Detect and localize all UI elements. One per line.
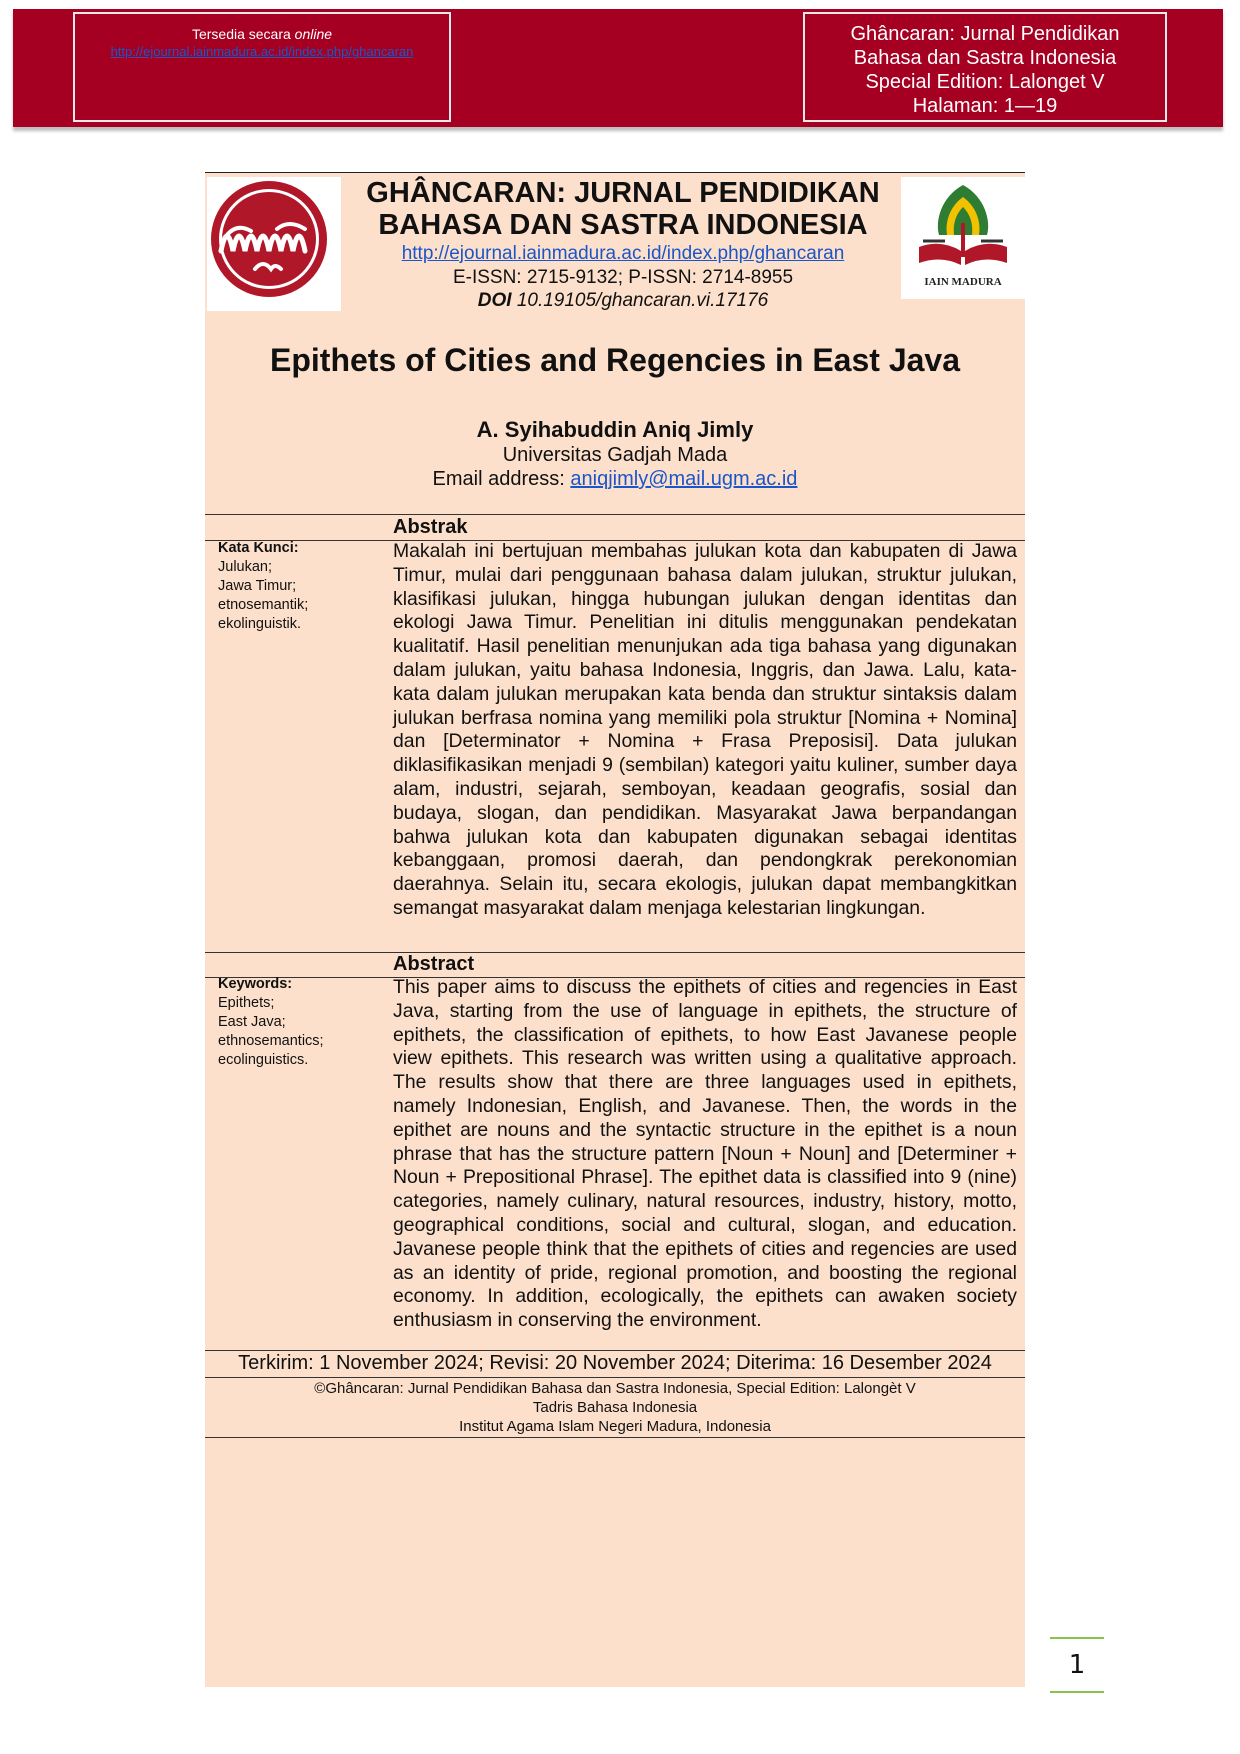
journal-name-line2: BAHASA DAN SASTRA INDONESIA (378, 209, 868, 241)
divider (205, 1377, 1025, 1378)
keyword-item: Julukan; (218, 559, 273, 575)
issn-text: E-ISSN: 2715-9132; P-ISSN: 2714-8955 (452, 267, 794, 288)
article-title: Epithets of Cities and Regencies in East Java (270, 342, 960, 378)
keywords-list (218, 975, 368, 1070)
keyword-item: Epithets; (218, 995, 275, 1011)
page-number: 1 (1050, 1637, 1104, 1693)
journal-name-line1: GHÂNCARAN: JURNAL PENDIDIKAN (366, 177, 880, 209)
email-link[interactable]: aniqjimly@mail.ugm.ac.id (570, 468, 798, 490)
iain-madura-logo-text: IAIN MADURA (924, 276, 1002, 288)
keyword-item: ethnosemantics; (218, 1033, 324, 1049)
department-line: Tadris Bahasa Indonesia (532, 1399, 698, 1416)
doi-text: DOI 10.19105/ghancaran.vi.17176 (477, 290, 769, 311)
availability-text: Tersedia secara online (191, 26, 333, 42)
divider (205, 952, 1025, 953)
abstrak-heading: Abstrak (393, 516, 468, 538)
divider (205, 514, 1025, 515)
keyword-item: ekolinguistik. (218, 616, 302, 632)
journal-info-box (803, 12, 1167, 122)
journal-info-line: Halaman: 1—19 (912, 95, 1058, 117)
author-email: Email address: aniqjimly@mail.ugm.ac.id (432, 468, 798, 490)
journal-info-line: Bahasa dan Sastra Indonesia (853, 47, 1117, 69)
iain-madura-logo (901, 177, 1025, 299)
author-name: A. Syihabuddin Aniq Jimly (476, 417, 754, 442)
abstract-heading: Abstract (393, 953, 475, 975)
submission-dates: Terkirim: 1 November 2024; Revisi: 20 November 2024; Diterima: 16 Desember 2024 (238, 1352, 992, 1374)
kata-kunci-heading: Kata Kunci: (218, 540, 299, 556)
keyword-item: etnosemantik; (218, 597, 309, 613)
journal-url-link[interactable]: http://ejournal.iainmadura.ac.id/index.php/ghancaran (401, 243, 845, 264)
abstrak-text: Makalah ini bertujuan membahas julukan kota dan kabupaten di Jawa Timur, mulai dari penggunaan bahasa dalam julukan, struktur julukan, klasifikasi julukan, hingga hubungan julukan dengan identitas dan ekologi Jawa Timur. Penelitian ini ditulis menggunakan pendekatan kualitatif. Hasil penelitian menunjukan ada tiga bahasa yang digunakan dalam julukan, yaitu bahasa Indonesia, Inggris, dan Jawa. Lalu, kata-kata dalam julukan merupakan kata benda dan struktur sintaksis dalam julukan berfrasa nomina yang memiliki pola struktur [Nomina + Nomina] dan [Determinator + Nomina + Frasa Preposisi]. Data julukan diklasifikasikan menjadi 9 (sembilan) kategori yaitu kuliner, sumber daya alam, industri, sejarah, semboyan, keadaan geografis, sosial dan budaya, slogan, dan pendidikan. Masyarakat Jawa berpandangan bahwa julukan kota dan kabupaten digunakan sebagai identitas kebanggaan, promosi daerah, dan pendongkrak perekonomian daerahnya. Selain itu, secara ekologis, julukan dapat membangkitkan semangat masyarakat dalam menjaga kelestarian lingkungan. (393, 540, 1017, 919)
divider (205, 1350, 1025, 1351)
top-banner (13, 9, 1223, 127)
availability-box (73, 12, 451, 122)
journal-info-line: Special Edition: Lalonget V (865, 71, 1105, 93)
divider (205, 1437, 1025, 1438)
journal-header (205, 172, 1025, 314)
keyword-item: ecolinguistics. (218, 1052, 309, 1068)
ghancaran-logo (207, 177, 341, 311)
institution-line: Institut Agama Islam Negeri Madura, Indonesia (459, 1418, 771, 1435)
author-affiliation: Universitas Gadjah Mada (502, 444, 728, 466)
keywords-heading: Keywords: (218, 976, 293, 992)
copyright-line: ©Ghâncaran: Jurnal Pendidikan Bahasa dan Sastra Indonesia, Special Edition: Lalongèt V (314, 1380, 916, 1397)
keyword-item: Jawa Timur; (218, 578, 297, 594)
journal-link-top[interactable]: http://ejournal.iainmadura.ac.id/index.php/ghancaran (110, 44, 414, 59)
journal-info-line: Ghâncaran: Jurnal Pendidikan (850, 23, 1120, 45)
keyword-item: East Java; (218, 1014, 286, 1030)
abstract-text: This paper aims to discuss the epithets of cities and regencies in East Java, starting from the use of language in epithets, the structure of epithets, the classification of epithets, to how East Javanese people view epithets. This research was written using a qualitative approach. The results show that there are three languages used in epithets, namely Indonesian, English, and Javanese. Then, the words in the epithet are nouns and the syntactic structure in the epithet is a noun phrase that has the structure pattern [Noun + Noun] and [Determiner + Noun + Prepositional Phrase]. The epithet data is classified into 9 (nine) categories, namely culinary, natural resources, industry, history, motto, geographical conditions, social and cultural, slogan, and education. Javanese people think that the epithets of cities and regencies are used as an identity of pride, regional promotion, and boosting the regional economy. In addition, ecologically, the epithets can awaken society enthusiasm in conserving the environment. (393, 976, 1017, 1332)
kata-kunci-list (218, 539, 368, 634)
